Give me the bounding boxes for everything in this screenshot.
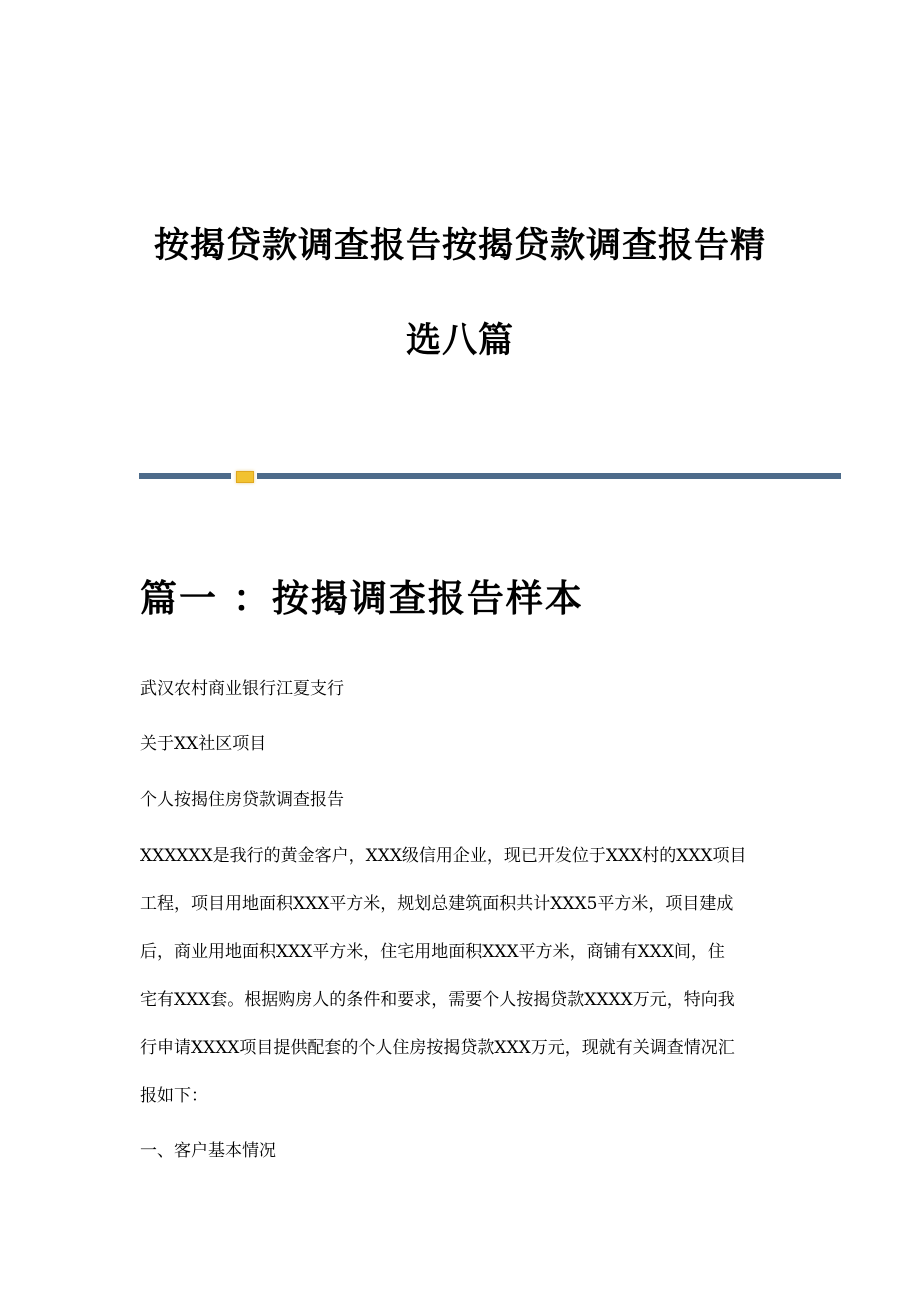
- subheading: 一、客户基本情况: [140, 1141, 276, 1161]
- bank-name: 武汉农村商业银行江夏支行: [140, 679, 344, 699]
- divider-emblem-icon: [236, 471, 254, 483]
- document-title-line-2: 选八篇: [405, 320, 514, 361]
- section-heading: 篇一 ：按揭调查报告样本: [140, 576, 584, 620]
- body-line: 宅有XXX套。根据购房人的条件和要求，需要个人按揭贷款XXXX万元，特向我: [140, 990, 735, 1010]
- body-line: 后，商业用地面积XXX平方米，住宅用地面积XXX平方米，商铺有XXX间，住: [140, 942, 725, 962]
- document-title-line-1: 按揭贷款调查报告按揭贷款调查报告精: [153, 225, 766, 266]
- body-line: 工程，项目用地面积XXX平方米，规划总建筑面积共计XXX5平方米，项目建成: [140, 894, 734, 914]
- body-line: XXXXXX是我行的黄金客户，XXX级信用企业，现已开发位于XXX村的XXX项目: [140, 846, 747, 866]
- project-line: 关于XX社区项目: [140, 734, 267, 754]
- body-line: 报如下：: [140, 1086, 208, 1106]
- divider-right: [257, 473, 841, 479]
- report-title: 个人按揭住房贷款调查报告: [140, 790, 344, 810]
- divider-left: [139, 473, 231, 479]
- body-line: 行申请XXXX项目提供配套的个人住房按揭贷款XXX万元，现就有关调查情况汇: [140, 1038, 735, 1058]
